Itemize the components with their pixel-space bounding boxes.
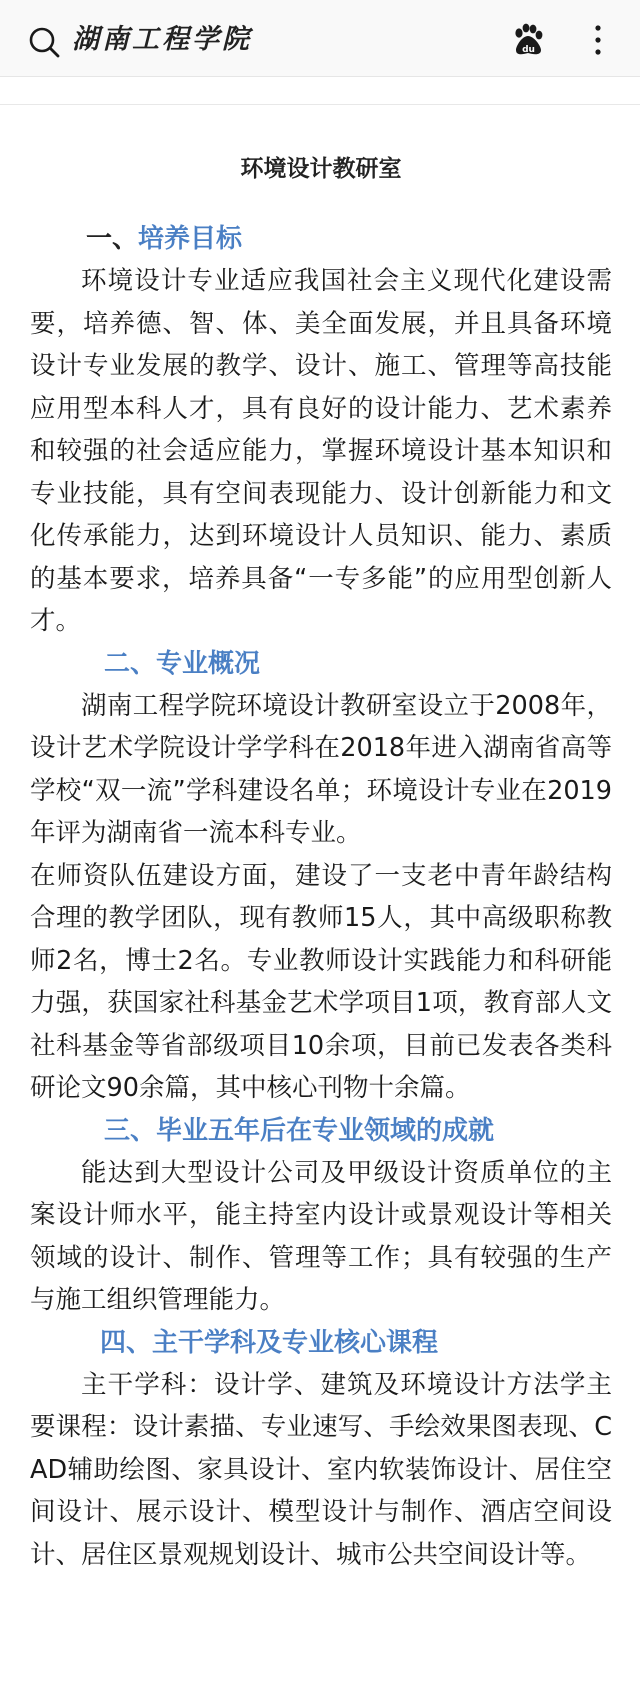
article-title: 环境设计教研室 — [240, 156, 402, 182]
section-heading-overview: 二、专业概况 — [104, 648, 261, 679]
section-heading-goals — [30, 218, 612, 260]
paragraph-overview-2: 在师资队伍建设方面，建设了一支老中青年龄结构合理的教学团队，现有教师15人，其中高级职称教师2名，博士2名。专业教师设计实践能力和科研能力强，获国家社科基金艺术学项目1项，教育部人文社科基金等省部级项目10余项，目前已发表各类科研论文90余篇，其中核心刊物十余篇。 — [30, 860, 612, 1103]
content-divider — [0, 104, 640, 105]
section-heading-achievements: 三、毕业五年后在专业领域的成就 — [104, 1115, 495, 1146]
paragraph-goals: 环境设计专业适应我国社会主义现代化建设需要，培养德、智、体、美全面发展，并且具备环境设计专业发展的教学、设计、施工、管理等高技能应用型本科人才，具有良好的设计能力、艺术素养和较强的社会适应能力，掌握环境设计基本知识和专业技能，具有空间表现能力、设计创新能力和文化传承能力，达到环境设计人员知识、能力、素质的基本要求，培养具备“一专多能”的应用型创新人才。 — [30, 266, 612, 636]
article — [30, 140, 612, 1576]
top-bar — [0, 0, 640, 77]
section-heading-text: 培养目标 — [138, 224, 243, 254]
paragraph-overview-1: 湖南工程学院环境设计教研室设立于2008年，设计艺术学院设计学学科在2018年进入湖南省高等学校“双一流”学科建设名单；环境设计专业在2019年评为湖南省一流本科专业。 — [30, 690, 612, 848]
svg-text:du: du — [522, 45, 535, 55]
section-number: 一、 — [86, 224, 139, 254]
more-vertical-icon[interactable] — [590, 22, 606, 58]
section-heading-courses: 四、主干学科及专业核心课程 — [100, 1327, 439, 1358]
site-title[interactable]: 湖南工程学院 — [72, 24, 252, 55]
paragraph-courses: 主干学科：设计学、建筑及环境设计方法学主要课程：设计素描、专业速写、手绘效果图表现、CAD辅助绘图、家具设计、室内软装饰设计、居住空间设计、展示设计、模型设计与制作、酒店空间设计、居住区景观规划设计、城市公共空间设计等。 — [30, 1369, 612, 1570]
baidu-paw-icon[interactable] — [510, 22, 546, 58]
search-icon[interactable] — [28, 26, 60, 58]
paragraph-achievements: 能达到大型设计公司及甲级设计资质单位的主案设计师水平，能主持室内设计或景观设计等相关领域的设计、制作、管理等工作；具有较强的生产与施工组织管理能力。 — [30, 1157, 612, 1315]
